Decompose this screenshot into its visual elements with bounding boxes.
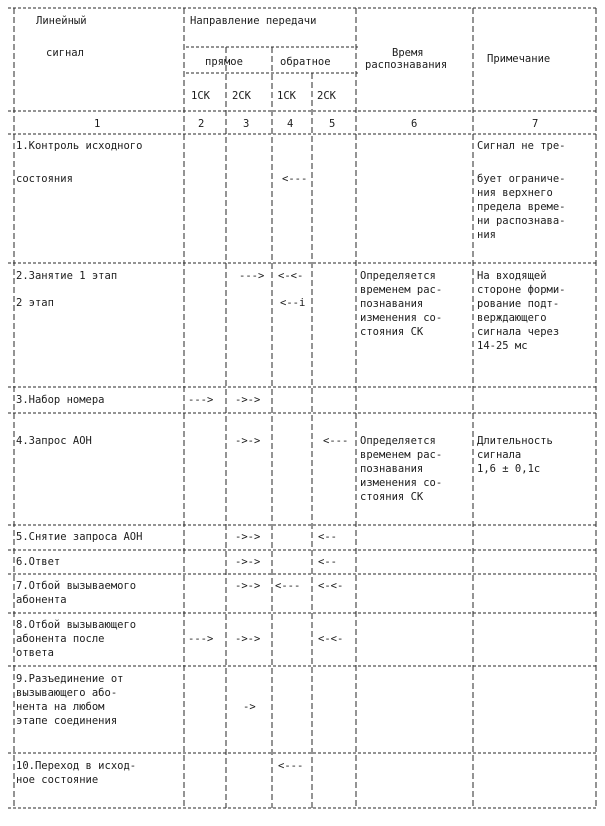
column-number-3: 3 — [243, 118, 250, 130]
arrow-backward: <--- — [282, 173, 308, 185]
header-sk-4: 2СК — [317, 90, 336, 102]
arrow-forward: ---> — [188, 394, 214, 406]
signal-name-cont: абонента — [16, 594, 67, 606]
column-number-1: 1 — [94, 118, 101, 130]
column-number-7: 7 — [532, 118, 539, 130]
time-text: познавания — [360, 463, 424, 475]
signal-name-cont: ное состояние — [16, 774, 99, 786]
note-text: верждающего — [477, 312, 547, 324]
arrow-forward: ->-> — [235, 435, 261, 447]
signal-name: 1.Контроль исходного — [16, 140, 143, 152]
header-sk-3: 1СК — [277, 90, 296, 102]
table-row — [16, 580, 343, 606]
arrow-backward: <--- — [275, 580, 301, 592]
note-text: Сигнал не тре- — [477, 140, 566, 152]
signal-name: 9.Разъединение от — [16, 673, 124, 685]
note-text: предела време- — [477, 201, 566, 213]
note-text: 1,6 ± 0,1с — [477, 463, 541, 475]
note-text: На входящей — [477, 270, 547, 282]
arrow-backward: <-<- — [318, 633, 344, 645]
note-text: бует ограниче- — [477, 173, 566, 185]
header-time-line1: Время — [392, 47, 424, 59]
signal-name: 4.Запрос АОН — [16, 435, 92, 447]
arrow-backward: <-- — [318, 531, 337, 543]
table-row — [16, 270, 566, 352]
time-text: изменения со- — [360, 312, 443, 324]
arrow-backward: <-<- — [278, 270, 304, 282]
signal-name: 6.Ответ — [16, 556, 61, 568]
arrow-backward: <--- — [323, 435, 349, 447]
arrow-forward: ->-> — [235, 556, 261, 568]
signal-name: 7.Отбой вызываемого — [16, 580, 137, 592]
time-text: познавания — [360, 298, 424, 310]
signal-name: 5.Снятие запроса АОН — [16, 531, 143, 543]
time-text: Определяется — [360, 435, 436, 447]
arrow-forward: ---> — [239, 270, 265, 282]
header-backward: обратное — [280, 56, 331, 68]
arrow-forward: ->-> — [235, 580, 261, 592]
table-row — [16, 760, 303, 786]
signal-name: 3.Набор номера — [16, 394, 105, 406]
header-sk-1: 1СК — [191, 90, 210, 102]
arrow-forward: ->-> — [235, 633, 261, 645]
column-number-5: 5 — [329, 118, 336, 130]
note-text: Длительность — [477, 435, 553, 447]
arrow-forward: ->-> — [235, 394, 261, 406]
table-row — [16, 435, 553, 503]
table-row — [16, 531, 337, 543]
arrow-backward: <--i — [280, 297, 306, 309]
signal-name: 10.Переход в исход- — [16, 760, 137, 772]
header-forward: прямое — [205, 56, 243, 68]
time-text: стояния СК — [360, 326, 424, 338]
signal-name-cont: вызывающего або- — [16, 687, 118, 699]
table-row — [16, 673, 256, 727]
arrow-forward: ---> — [188, 633, 214, 645]
signal-name-cont: ответа — [16, 647, 54, 659]
arrow-forward: ->-> — [235, 531, 261, 543]
signal-name-cont: нента на любом — [16, 701, 105, 713]
header-sk-2: 2СК — [232, 90, 251, 102]
note-text: рование подт- — [477, 298, 560, 310]
time-text: стояния СК — [360, 491, 424, 503]
time-text: Определяется — [360, 270, 436, 282]
arrow-backward: <-- — [318, 556, 337, 568]
arrow-backward: <-<- — [318, 580, 344, 592]
note-text: ния — [477, 229, 496, 241]
signal-name-cont: этапе соединения — [16, 715, 118, 727]
time-text: временем рас- — [360, 449, 443, 461]
header-note: Примечание — [487, 53, 551, 65]
header-direction: Направление передачи — [190, 15, 317, 27]
column-number-2: 2 — [198, 118, 205, 130]
table-row — [16, 619, 343, 659]
header-signal-line2: сигнал — [46, 47, 84, 59]
table-row — [16, 140, 566, 241]
signal-name-cont: абонента после — [16, 633, 105, 645]
header-signal-line1: Линейный — [36, 15, 87, 27]
signal-name-cont: состояния — [16, 173, 73, 185]
header-time-line2: распознавания — [365, 59, 448, 71]
note-text: сигнала через — [477, 326, 560, 338]
signal-name: 8.Отбой вызывающего — [16, 619, 137, 631]
table-row — [16, 556, 337, 568]
column-number-4: 4 — [287, 118, 294, 130]
table-row — [16, 394, 260, 406]
note-text: стороне форми- — [477, 284, 566, 296]
note-text: ния верхнего — [477, 187, 553, 199]
signal-name-cont: 2 этап — [16, 297, 54, 309]
column-number-6: 6 — [411, 118, 418, 130]
arrow-forward: -> — [243, 701, 256, 713]
arrow-backward: <--- — [278, 760, 304, 772]
time-text: временем рас- — [360, 284, 443, 296]
signal-name: 2.Занятие 1 этап — [16, 270, 118, 282]
note-text: ни распознава- — [477, 215, 566, 227]
time-text: изменения со- — [360, 477, 443, 489]
note-text: 14-25 мс — [477, 340, 528, 352]
note-text: сигнала — [477, 449, 522, 461]
